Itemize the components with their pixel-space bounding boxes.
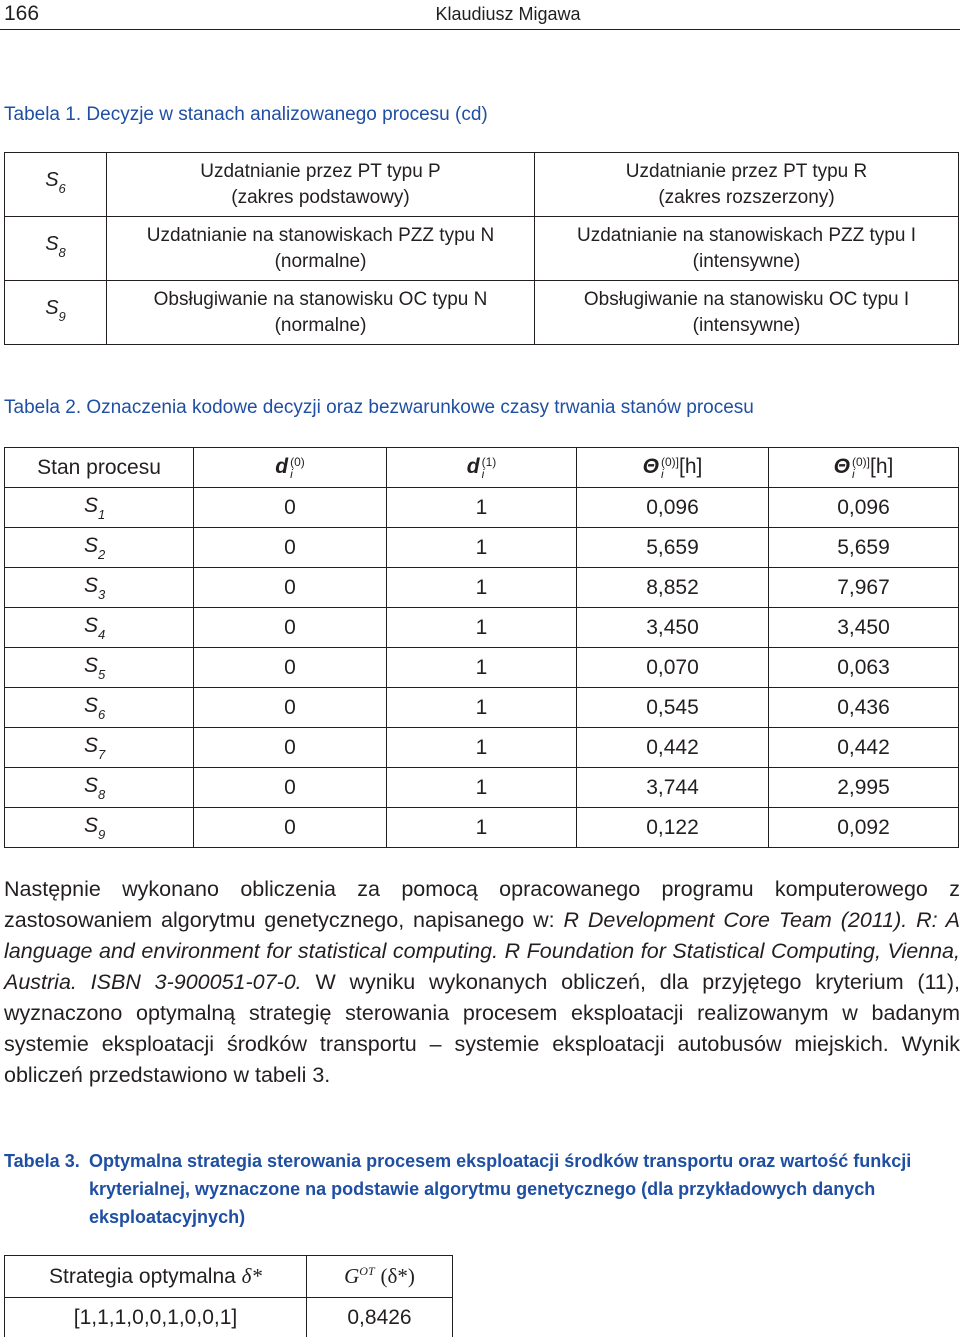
table-row [5, 281, 959, 345]
table-row: $S_3$ 0 1 8,852 7,967 [5, 568, 959, 608]
running-author: Klaudiusz Migawa [435, 4, 581, 24]
citation: R Development Core Team (2011). R: A language and environment for statistical computing. R Foundation for Statistical Computing, Vienna, Austria. ISBN 3-900051-07-0. [4, 908, 960, 994]
table2-caption-label: Tabela 2. [4, 397, 82, 418]
decision-cell: Obsługiwanie na stanowisku OC typu N (normalne) [107, 281, 535, 345]
header-d0: d (0) i [194, 448, 387, 488]
table-row: $S_9$ 0 1 0,122 0,092 [5, 808, 959, 848]
table2 [4, 447, 959, 848]
table3-caption-text: Optymalna strategia sterowania procesem eksploatacji środków transportu oraz wartość funkcji kryterialnej, wyznaczone na podstawie algorytmu genetycznego (dla przykładowych danych eksploatacyjnych) [89, 1151, 912, 1227]
table-row: $S_5$ 0 1 0,070 0,063 [5, 648, 959, 688]
state-cell: $S_9$ [5, 281, 107, 345]
table1-caption-text: Decyzje w stanach analizowanego procesu (cd) [86, 104, 488, 125]
state-cell: $S_8$ [5, 217, 107, 281]
table2-caption-text: Oznaczenia kodowe decyzji oraz bezwarunkowe czasy trwania stanów procesu [86, 397, 754, 418]
decision-cell: Uzdatnianie przez PT typu R (zakres rozszerzony) [535, 153, 959, 217]
criterion-value: 0,8426 [307, 1298, 453, 1337]
strategy-value: [1,1,1,0,0,1,0,0,1] [5, 1298, 307, 1337]
table1-caption [4, 104, 488, 126]
table-header-row [5, 1256, 453, 1298]
header-strategy: Strategia optymalna δ* [5, 1256, 307, 1298]
header-state: Stan procesu [5, 448, 194, 488]
table-row [5, 217, 959, 281]
table1 [4, 152, 959, 345]
header-theta0: Θ (0)] i [h] [577, 448, 769, 488]
page-number: 166 [4, 2, 40, 25]
table-row: $S_4$ 0 1 3,450 3,450 [5, 608, 959, 648]
state-cell: $S_6$ [5, 153, 107, 217]
decision-cell: Uzdatnianie na stanowiskach PZZ typu N (normalne) [107, 217, 535, 281]
table-row [5, 1298, 453, 1337]
header-d1: d (1) i [387, 448, 577, 488]
table-header-row [5, 448, 959, 488]
table-row: $S_1$ 0 1 0,096 0,096 [5, 488, 959, 528]
table3 [4, 1255, 453, 1337]
table-row [5, 153, 959, 217]
decision-cell: Uzdatnianie na stanowiskach PZZ typu I (intensywne) [535, 217, 959, 281]
header-criterion: $G^{OT}$ (δ*) [307, 1256, 453, 1298]
header-theta1: Θ (0)] i [h] [769, 448, 959, 488]
table2-caption [4, 397, 754, 419]
table-row: $S_8$ 0 1 3,744 2,995 [5, 768, 959, 808]
table-row: $S_6$ 0 1 0,545 0,436 [5, 688, 959, 728]
table3-caption [4, 1147, 959, 1231]
decision-cell: Uzdatnianie przez PT typu P (zakres podstawowy) [107, 153, 535, 217]
page-header [0, 0, 960, 30]
table-row: $S_7$ 0 1 0,442 0,442 [5, 728, 959, 768]
table-row: $S_2$ 0 1 5,659 5,659 [5, 528, 959, 568]
table1-caption-label: Tabela 1. [4, 104, 82, 125]
body-paragraph: Następnie wykonano obliczenia za pomocą opracowanego programu komputerowego z zastosowaniem algorytmu genetycznego, napisanego w: R Development Core Team (2011). R: A language and environment for statistical computing. R Foundation for Statistical Computing, Vienna, Austria. ISBN 3-900051-07-0. W wyniku wykonanych obliczeń, dla przyjętego kryterium (11), wyznaczono optymalną strategię sterowania procesem eksploatacji realizowanym w badanym systemie eksploatacji środków transportu – systemie eksploatacji autobusów miejskich. Wynik obliczeń przedstawiono w tabeli 3. [4, 877, 960, 1087]
decision-cell: Obsługiwanie na stanowisku OC typu I (intensywne) [535, 281, 959, 345]
table3-caption-label: Tabela 3. [4, 1151, 80, 1171]
